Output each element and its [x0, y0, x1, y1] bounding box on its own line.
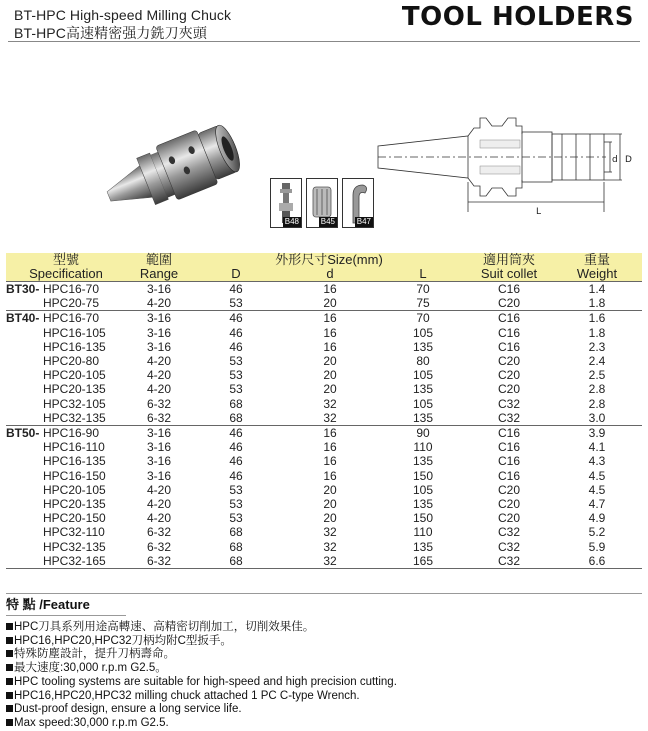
- col-spec-zh: 型號: [52, 252, 79, 267]
- technical-drawing: [376, 112, 638, 220]
- cell-collet: C32: [497, 525, 520, 540]
- cell-spec: [6, 497, 126, 511]
- cell-range: 4-20: [146, 497, 172, 512]
- cell-d: 46: [229, 426, 243, 441]
- category-heading: TOOL HOLDERS: [401, 2, 634, 32]
- cell-model: HPC20-105: [43, 368, 106, 383]
- cell-range: 3-16: [146, 311, 172, 326]
- cell-d: 20: [323, 368, 337, 383]
- cell-d: 20: [323, 482, 337, 497]
- cell-l: 105: [412, 396, 434, 411]
- cell-l: 135: [412, 339, 434, 354]
- feature-title-underline: [6, 615, 126, 616]
- table-row: [6, 411, 642, 426]
- cell-d: 46: [229, 454, 243, 469]
- cell-spec: [6, 354, 126, 368]
- table-row: [6, 454, 642, 468]
- thumb-tag: B48: [284, 217, 299, 226]
- cell-d: 53: [229, 482, 243, 497]
- col-collet-en: Suit collet: [480, 266, 538, 281]
- feature-list: [6, 621, 397, 731]
- cell-l: 105: [412, 368, 434, 383]
- table-row: [6, 354, 642, 368]
- thumb-pull-stud: [270, 178, 302, 228]
- cell-l: 80: [416, 354, 430, 369]
- cell-d: 16: [323, 282, 337, 296]
- cell-d: 46: [229, 325, 243, 340]
- cell-range: 4-20: [146, 482, 172, 497]
- cell-l: 110: [413, 440, 433, 455]
- cell-range: 4-20: [146, 354, 172, 369]
- spec-table-body: [6, 282, 642, 569]
- cell-spec: [6, 326, 126, 340]
- cell-model: HPC32-105: [43, 396, 106, 411]
- feature-item: [6, 662, 397, 676]
- cell-l: 70: [416, 282, 430, 296]
- cell-weight: 2.5: [588, 368, 606, 383]
- table-row: [6, 326, 642, 340]
- table-row: [6, 554, 642, 569]
- cell-weight: 1.6: [588, 311, 606, 326]
- col-range: [126, 253, 192, 281]
- cell-l: 135: [412, 382, 434, 397]
- bullet-square-icon: [6, 650, 13, 657]
- bullet-square-icon: [6, 664, 13, 671]
- cell-l: 150: [412, 511, 434, 526]
- thumb-tag: B47: [356, 217, 371, 226]
- cell-range: 3-16: [146, 282, 172, 296]
- cell-weight: 1.4: [588, 282, 606, 296]
- cell-collet: C20: [497, 497, 520, 512]
- dim-D: D: [625, 155, 632, 165]
- cell-d: 16: [323, 311, 337, 326]
- cell-d: 20: [323, 354, 337, 369]
- cell-l: 135: [380, 411, 466, 426]
- cell-d: 53: [229, 354, 243, 369]
- col-size: 外形尺寸Size(mm): [192, 253, 466, 267]
- cell-group: BT50-: [6, 426, 40, 441]
- table-row: [6, 469, 642, 483]
- cell-weight: 4.5: [588, 468, 606, 483]
- col-weight: [552, 253, 642, 281]
- cell-d: 53: [229, 497, 243, 512]
- cell-collet: C20: [497, 382, 520, 397]
- cell-weight: 4.1: [588, 440, 606, 455]
- cell-d: 32: [280, 554, 380, 569]
- cell-model: HPC32-110: [43, 525, 105, 540]
- cell-model: HPC16-150: [43, 468, 106, 483]
- cell-model: HPC20-105: [43, 482, 106, 497]
- feature-item: [6, 635, 397, 649]
- bullet-square-icon: [6, 637, 13, 644]
- cell-d: 16: [323, 454, 337, 469]
- cell-weight: 6.6: [552, 554, 642, 569]
- table-row: [6, 426, 642, 441]
- cell-range: 4-20: [126, 296, 192, 311]
- cell-d: 16: [323, 325, 337, 340]
- cell-model: HPC20-80: [43, 354, 100, 369]
- cell-d: 20: [280, 296, 380, 311]
- cell-d: 20: [323, 382, 337, 397]
- table-row: [6, 382, 642, 396]
- cell-collet: C20: [497, 511, 520, 526]
- cell-l: 105: [412, 482, 434, 497]
- cell-range: 3-16: [146, 440, 172, 455]
- cell-spec: [6, 397, 126, 411]
- thumb-tag: B45: [320, 217, 335, 226]
- col-range-zh: 範圍: [145, 252, 172, 267]
- cell-weight: 5.9: [588, 539, 606, 554]
- cell-range: 6-32: [126, 411, 192, 426]
- cell-d: 32: [323, 396, 337, 411]
- cell-range: 3-16: [146, 325, 172, 340]
- bullet-square-icon: [6, 692, 13, 699]
- cell-d: 46: [229, 440, 243, 455]
- feature-text: HPC tooling systems are suitable for high-speed and high precision cutting.: [14, 675, 397, 688]
- cell-collet: C20: [497, 354, 520, 369]
- cell-l: 110: [413, 525, 433, 540]
- cell-range: 4-20: [146, 382, 172, 397]
- cell-spec: [6, 382, 126, 396]
- cell-weight: 2.4: [588, 354, 606, 369]
- cell-d: 68: [229, 539, 243, 554]
- col-d: d: [280, 267, 380, 281]
- cell-range: 4-20: [146, 511, 172, 526]
- cell-group: BT30-: [6, 282, 40, 296]
- cell-model: HPC32-135: [43, 410, 106, 425]
- dim-L: L: [536, 207, 542, 217]
- cell-weight: 1.8: [588, 325, 606, 340]
- cell-weight: 4.3: [588, 454, 606, 469]
- table-row: [6, 525, 642, 539]
- header-titles: [14, 6, 231, 42]
- feature-text: HPC16,HPC20,HPC32刀柄均附C型扳手。: [14, 634, 232, 647]
- thumb-wrench: [342, 178, 374, 228]
- cell-collet: C32: [497, 396, 520, 411]
- cell-d: 53: [229, 511, 243, 526]
- cell-l: 150: [412, 468, 434, 483]
- cell-l: 165: [380, 554, 466, 569]
- cell-weight: 4.7: [588, 497, 606, 512]
- col-L: L: [380, 267, 466, 281]
- cell-range: 3-16: [146, 339, 172, 354]
- cell-spec: [6, 469, 126, 483]
- col-collet: [466, 253, 552, 281]
- cell-model: HPC16-70: [43, 282, 100, 296]
- cell-collet: C16: [497, 440, 520, 455]
- feature-text: Max speed:30,000 r.p.m G2.5.: [14, 716, 169, 729]
- table-row: [6, 296, 642, 311]
- cell-model: HPC32-165: [43, 553, 106, 568]
- cell-weight: 4.5: [588, 482, 606, 497]
- cell-collet: C20: [466, 296, 552, 311]
- cell-l: 70: [416, 311, 430, 326]
- table-row: [6, 282, 642, 297]
- cell-collet: C16: [497, 468, 520, 483]
- cell-collet: C16: [497, 339, 520, 354]
- cell-spec: [6, 540, 126, 554]
- feature-item: [6, 703, 397, 717]
- cell-collet: C16: [497, 454, 520, 469]
- feature-divider: [6, 593, 642, 594]
- cell-d: 46: [229, 468, 243, 483]
- cell-model: HPC16-70: [43, 311, 100, 326]
- product-photo: [100, 116, 245, 226]
- cell-collet: C16: [497, 325, 520, 340]
- cell-spec: [6, 340, 126, 354]
- table-row: [6, 497, 642, 511]
- feature-item: [6, 621, 397, 635]
- cell-l: 135: [412, 539, 434, 554]
- feature-item: [6, 648, 397, 662]
- cell-collet: C16: [497, 426, 520, 441]
- table-row: [6, 440, 642, 454]
- cell-model: HPC20-135: [43, 382, 106, 397]
- cell-collet: C20: [497, 368, 520, 383]
- cell-model: HPC16-90: [43, 426, 100, 441]
- cell-spec: [6, 368, 126, 382]
- cell-l: 135: [412, 454, 434, 469]
- cell-d: 68: [192, 411, 280, 426]
- cell-collet: C16: [497, 311, 520, 326]
- cell-spec: [6, 426, 126, 441]
- table-row: [6, 368, 642, 382]
- cell-weight: 4.9: [588, 511, 606, 526]
- cell-range: 3-16: [146, 468, 172, 483]
- cell-collet: C20: [497, 482, 520, 497]
- cell-d: 16: [323, 426, 337, 441]
- col-spec: [6, 253, 126, 281]
- feature-item: [6, 690, 397, 704]
- cell-spec: [6, 483, 126, 497]
- cell-d: 68: [229, 525, 243, 540]
- cell-d: 53: [229, 368, 243, 383]
- cell-weight: 1.8: [552, 296, 642, 311]
- table-row: [6, 397, 642, 411]
- table-row: [6, 340, 642, 354]
- feature-text: HPC刀具系列用途高轉速、高精密切削加工，切削效果佳。: [14, 621, 315, 633]
- cell-weight: 3.9: [588, 426, 606, 441]
- bullet-square-icon: [6, 678, 13, 685]
- cell-weight: 5.2: [588, 525, 606, 540]
- cell-group: BT40-: [6, 311, 40, 326]
- cell-l: 90: [416, 426, 430, 441]
- cell-d: 16: [323, 440, 337, 455]
- accessory-thumbnails: [270, 178, 376, 230]
- cell-d: 46: [229, 311, 243, 326]
- table-row: [6, 311, 642, 326]
- dim-d: d: [612, 155, 618, 165]
- table-row: [6, 483, 642, 497]
- feature-text: 特殊防塵設計，提升刀柄壽命。: [14, 648, 175, 661]
- cell-model: HPC20-135: [43, 497, 106, 512]
- cell-collet: C16: [497, 282, 520, 296]
- cell-spec: [6, 311, 126, 326]
- cell-model: HPC16-110: [43, 440, 105, 455]
- cell-d: 53: [229, 382, 243, 397]
- feature-text: Dust-proof design, ensure a long service life.: [14, 703, 242, 716]
- col-range-en: Range: [139, 266, 179, 281]
- cell-d: 16: [323, 339, 337, 354]
- cell-d: 16: [323, 468, 337, 483]
- col-weight-zh: 重量: [583, 252, 610, 267]
- feature-text: 最大速度:30,000 r.p.m G2.5。: [14, 662, 167, 675]
- cell-range: 6-32: [146, 539, 172, 554]
- header-divider: [8, 41, 640, 42]
- bullet-square-icon: [6, 719, 13, 726]
- cell-collet: C32: [466, 411, 552, 426]
- bullet-square-icon: [6, 623, 13, 630]
- cell-d: 46: [229, 339, 243, 354]
- cell-l: 105: [412, 325, 434, 340]
- cell-weight: 2.8: [588, 396, 606, 411]
- col-spec-en: Specification: [29, 266, 103, 281]
- cell-d: 46: [229, 282, 243, 296]
- cell-d: 32: [280, 411, 380, 426]
- col-D: D: [192, 267, 280, 281]
- cell-d: 68: [229, 396, 243, 411]
- cell-range: 4-20: [146, 368, 172, 383]
- feature-item: [6, 676, 397, 690]
- cell-weight: 2.8: [588, 382, 606, 397]
- bullet-square-icon: [6, 705, 13, 712]
- cell-model: HPC20-75: [43, 296, 100, 311]
- cell-range: 6-32: [126, 554, 192, 569]
- col-weight-en: Weight: [576, 266, 618, 281]
- feature-title: 特 點 /Feature: [6, 597, 90, 612]
- cell-range: 3-16: [146, 426, 172, 441]
- cell-spec: [6, 411, 126, 426]
- cell-weight: 3.0: [552, 411, 642, 426]
- cell-range: 6-32: [146, 396, 172, 411]
- cell-weight: 2.3: [588, 339, 606, 354]
- cell-range: 6-32: [146, 525, 172, 540]
- cell-model: HPC16-135: [43, 454, 106, 469]
- feature-text: HPC16,HPC20,HPC32 milling chuck attached 1 PC C-type Wrench.: [14, 689, 360, 702]
- feature-item: [6, 717, 397, 731]
- cell-spec: [6, 525, 126, 539]
- cell-collet: C32: [466, 554, 552, 569]
- cell-d: 32: [323, 539, 337, 554]
- table-row: [6, 511, 642, 525]
- cell-model: HPC20-150: [43, 511, 106, 526]
- cell-range: 3-16: [146, 454, 172, 469]
- cell-spec: [6, 454, 126, 468]
- cell-d: 20: [323, 497, 337, 512]
- cell-collet: C32: [497, 539, 520, 554]
- cell-model: HPC16-135: [43, 339, 106, 354]
- cell-d: 20: [323, 511, 337, 526]
- cell-model: HPC16-105: [43, 325, 106, 340]
- thumb-collet: [306, 178, 338, 228]
- cell-d: 68: [192, 554, 280, 569]
- cell-model: HPC32-135: [43, 539, 106, 554]
- cell-spec: [6, 554, 126, 569]
- cell-spec: [6, 282, 126, 297]
- cell-spec: [6, 296, 126, 311]
- title-english: BT-HPC High-speed Milling Chuck: [14, 7, 232, 23]
- spec-table: [6, 253, 642, 569]
- cell-spec: [6, 440, 126, 454]
- cell-d: 32: [323, 525, 337, 540]
- cell-l: 135: [412, 497, 434, 512]
- table-row: [6, 540, 642, 554]
- cell-spec: [6, 511, 126, 525]
- title-chinese: BT-HPC高速精密强力銑刀夾頭: [14, 25, 207, 41]
- col-collet-zh: 適用筒夾: [482, 252, 535, 267]
- cell-d: 53: [192, 296, 280, 311]
- cell-l: 75: [380, 296, 466, 311]
